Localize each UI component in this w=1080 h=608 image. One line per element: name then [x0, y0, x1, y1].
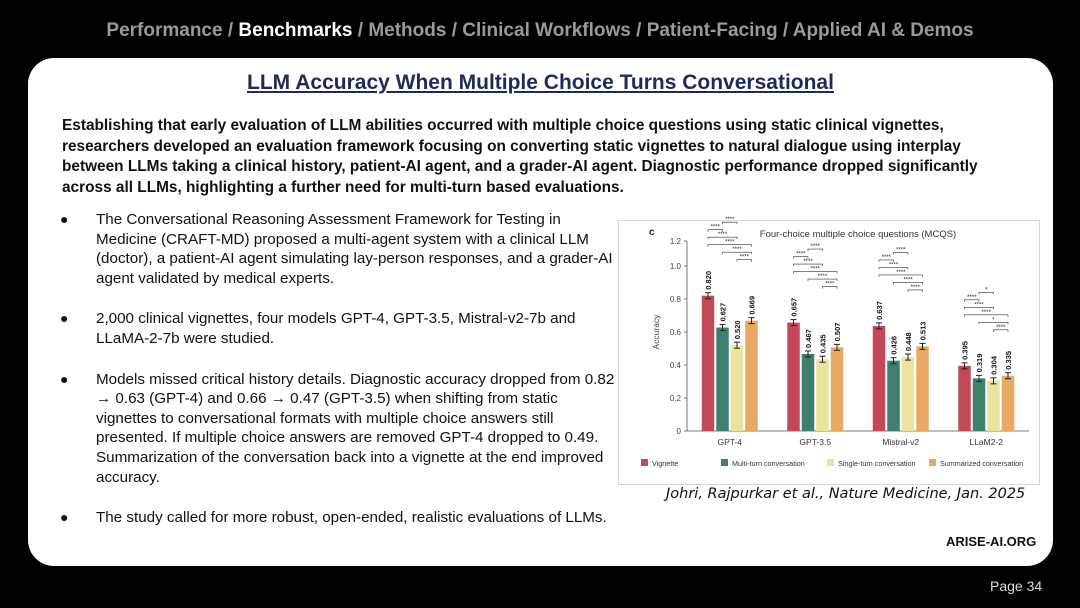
significance-marker: ****	[717, 232, 728, 239]
bullet-marker: ●	[60, 370, 69, 387]
data-label: 0.820	[704, 270, 713, 290]
significance-marker: ****	[974, 302, 984, 309]
y-tick-label: 1.2	[669, 237, 681, 246]
significance-marker: ****	[967, 294, 977, 301]
bullet-item	[58, 309, 618, 348]
bar	[831, 347, 844, 431]
bar	[958, 366, 971, 431]
bullet-text: The Conversational Reasoning Assessment Framework for Testing in Medicine (CRAFT-MD) proposed a multi-agent system with a clinical LLM (doctor), a patient-AI agent simulating lay-person responses, and a grader-AI agent validated by medical experts.	[96, 211, 613, 287]
x-tick-label: LLaM2-2	[969, 437, 1004, 447]
x-tick-label: GPT-3.5	[799, 437, 832, 447]
data-label: 0.395	[960, 341, 970, 360]
bar	[973, 378, 986, 431]
nav-separator: /	[777, 20, 793, 41]
bar	[816, 359, 829, 431]
bar	[887, 361, 900, 431]
chart-figure	[618, 217, 1040, 485]
data-label: 0.467	[804, 329, 813, 348]
data-label: 0.669	[747, 295, 757, 315]
significance-marker: ****	[710, 224, 720, 231]
significance-marker: ****	[888, 262, 899, 269]
nav-separator: /	[222, 20, 239, 41]
bullet-text: The study called for more robust, open-ended, realistic evaluations of LLMs.	[96, 509, 607, 527]
data-label: 0.657	[789, 297, 799, 317]
bullet-marker: ●	[60, 310, 69, 327]
significance-marker: ****	[732, 247, 742, 254]
significance-marker: ****	[725, 239, 735, 246]
significance-marker: ****	[903, 277, 913, 284]
legend-swatch	[827, 459, 834, 466]
significance-marker: ****	[810, 244, 820, 251]
data-label: 0.513	[918, 321, 928, 341]
bullet-item	[58, 370, 618, 488]
bar	[787, 323, 800, 431]
y-axis-label: Accuracy	[651, 314, 661, 350]
bullet-text: Models missed critical history details. Diagnostic accuracy dropped from 0.82 → 0.63 (GPT-4) and 0.66 → 0.47 (GPT-3.5) when shifting from static vignettes to conversational formats with multiple choice answers still presented. If multiple choice answers are removed GPT-4 dropped to 0.49. Summarization of the conversation back into a vignette at the end improved accuracy.	[96, 370, 615, 486]
chart-panel-label: c	[649, 227, 655, 238]
x-tick-label: GPT-4	[717, 437, 743, 447]
nav-item-applied-ai[interactable]: Applied AI & Demos	[792, 20, 974, 41]
bullet-marker: ●	[60, 211, 69, 227]
legend-label: Multi-turn conversation	[732, 459, 805, 468]
slide-title: LLM Accuracy When Multiple Choice Turns Conversational	[247, 71, 834, 94]
nav-separator: /	[446, 20, 463, 41]
significance-marker: ****	[739, 254, 749, 261]
legend-swatch	[929, 459, 936, 466]
significance-marker: ****	[881, 254, 891, 261]
bar	[702, 296, 715, 431]
legend-label: Vignette	[652, 459, 679, 468]
citation: Johri, Rajpurkar et al., Nature Medicine, Jan. 2025	[666, 486, 1026, 502]
y-tick-label: 0.8	[669, 295, 681, 304]
nav-item-performance[interactable]: Performance	[106, 20, 223, 41]
y-tick-label: 1.0	[669, 262, 681, 271]
bar	[802, 354, 815, 431]
data-label: 0.448	[904, 332, 913, 352]
nav-item-benchmarks[interactable]: Benchmarks	[238, 20, 353, 41]
bullet-list	[58, 210, 618, 549]
significance-marker: ****	[803, 259, 813, 266]
y-tick-label: 0.4	[669, 361, 681, 370]
significance-marker: ****	[896, 247, 906, 254]
significance-marker: ****	[896, 269, 906, 276]
section-nav	[0, 20, 1080, 42]
significance-marker: ****	[817, 274, 828, 281]
nav-separator: /	[352, 20, 369, 41]
data-label: 0.319	[975, 353, 984, 373]
significance-marker: ****	[981, 309, 991, 316]
significance-marker: *	[985, 287, 988, 294]
bullet-item	[58, 508, 618, 528]
accuracy-bar-chart	[619, 217, 1039, 484]
y-tick-label: 0.6	[669, 328, 681, 337]
y-tick-label: 0.2	[669, 394, 681, 403]
legend-label: Summarized conversation	[940, 459, 1024, 468]
data-label: 0.520	[733, 320, 742, 340]
nav-separator: /	[630, 20, 647, 41]
slide-card	[28, 58, 1053, 566]
significance-marker: ****	[796, 251, 806, 258]
nav-item-patient-facing[interactable]: Patient-Facing	[646, 20, 778, 41]
data-label: 0.304	[989, 356, 999, 375]
legend-swatch	[721, 459, 728, 466]
nav-item-clinical-workflows[interactable]: Clinical Workflows	[462, 20, 631, 41]
bullet-text: 2,000 clinical vignettes, four models GPT-4, GPT-3.5, Mistral-v2-7b and LLaMA-2-7b were studied.	[96, 310, 576, 347]
y-tick-label: 0	[676, 427, 681, 436]
significance-marker: ****	[910, 284, 920, 291]
bullet-marker: ●	[60, 509, 69, 526]
nav-item-methods[interactable]: Methods	[368, 20, 447, 41]
significance-marker: *	[992, 317, 995, 324]
significance-marker: ****	[825, 281, 835, 288]
data-label: 0.637	[875, 301, 884, 320]
significance-marker: ****	[725, 217, 735, 224]
legend-label: Single-turn conversation	[838, 459, 916, 468]
bar	[902, 357, 915, 431]
bar	[745, 321, 758, 431]
slide-intro: Establishing that early evaluation of LLM abilities occurred with multiple choice questions using static clinical vignettes, researchers developed an evaluation framework focusing on converting static vignettes to natural dialogue using interplay between LLMs taking a clinical history, patient-AI agent, and a grader-AI agent. Diagnostic performance dropped significantly across all LLMs, highlighting a further need for multi-turn based evaluations.	[62, 117, 978, 196]
bar	[731, 345, 744, 431]
x-tick-label: Mistral-v2	[882, 437, 920, 447]
bar	[1002, 376, 1015, 431]
chart-title: Four-choice multiple choice questions (MCQS)	[759, 229, 957, 240]
data-label: 0.507	[833, 322, 842, 342]
significance-marker: ****	[996, 324, 1006, 331]
brand-logo-text: ARISE-AI.ORG	[946, 534, 1037, 549]
data-label: 0.335	[1004, 350, 1013, 370]
bullet-item	[58, 210, 618, 288]
page-number: Page 34	[990, 578, 1043, 594]
bar	[987, 381, 1000, 431]
data-label: 0.426	[889, 335, 899, 355]
bar	[716, 328, 729, 431]
legend-swatch	[641, 459, 648, 466]
data-label: 0.627	[718, 302, 728, 322]
significance-marker: ****	[810, 266, 820, 273]
data-label: 0.435	[818, 334, 828, 354]
bar	[873, 326, 886, 431]
bar	[916, 346, 929, 431]
